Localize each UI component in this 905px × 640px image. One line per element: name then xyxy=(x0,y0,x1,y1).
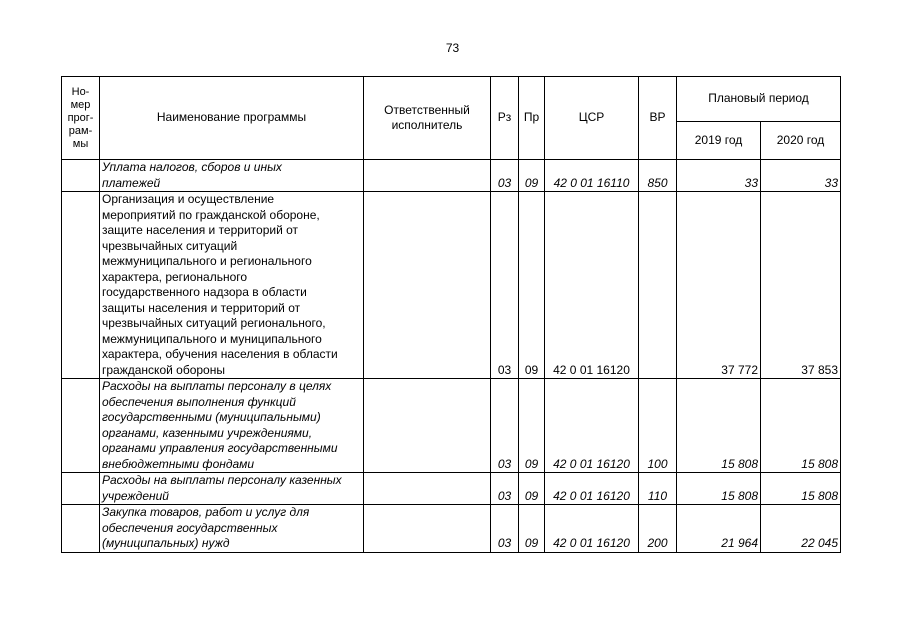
amount-2020-cell: 15 808 xyxy=(761,379,841,473)
program-name-line: обеспечения государственных xyxy=(102,520,278,535)
header-vr: ВР xyxy=(639,77,677,160)
amount-2019-cell: 15 808 xyxy=(677,379,761,473)
program-number-cell xyxy=(62,505,100,553)
vr-cell: 100 xyxy=(639,379,677,473)
header-executor-line: Ответственный xyxy=(384,102,470,117)
program-name-cell xyxy=(100,473,364,505)
amount-2019-cell: 37 772 xyxy=(677,192,761,379)
program-name-line: органами, казенными учреждениями, xyxy=(102,425,313,440)
program-number-cell xyxy=(62,379,100,473)
program-name-line: характера, регионального xyxy=(102,269,248,284)
rz-cell: 03 xyxy=(491,192,519,379)
vr-cell xyxy=(639,192,677,379)
page-number: 73 xyxy=(445,41,460,55)
program-name-line: Расходы на выплаты персоналу казенных xyxy=(102,473,342,487)
pr-cell: 09 xyxy=(519,505,545,553)
program-name-line: межмуниципального и регионального xyxy=(102,254,312,268)
table-row xyxy=(62,379,841,473)
table-row xyxy=(62,192,841,379)
vr-cell: 850 xyxy=(639,160,677,192)
program-name-line: Закупка товаров, работ и услуг для xyxy=(102,505,310,519)
program-name-line: межмуниципального и муниципального xyxy=(102,331,322,346)
header-year-2019: 2019 год xyxy=(677,122,761,160)
program-name-line: чрезвычайных ситуаций регионального, xyxy=(102,316,326,330)
pr-cell: 09 xyxy=(519,160,545,192)
executor-cell xyxy=(364,192,491,379)
program-name-cell xyxy=(100,192,364,379)
amount-2020-cell: 22 045 xyxy=(761,505,841,553)
program-name-line: характера, обучения населения в области xyxy=(102,347,338,361)
rz-cell: 03 xyxy=(491,473,519,505)
program-name-line: государственными (муниципальными) xyxy=(102,410,321,424)
program-number-cell xyxy=(62,160,100,192)
header-number-line: прог- xyxy=(67,111,94,124)
pr-cell: 09 xyxy=(519,379,545,473)
amount-2020-cell: 33 xyxy=(761,160,841,192)
program-name-line: обеспечения выполнения функций xyxy=(102,394,296,409)
program-name-line: учреждений xyxy=(102,488,169,503)
program-name-line: государственного надзора в области xyxy=(102,285,307,299)
vr-cell: 200 xyxy=(639,505,677,553)
executor-cell xyxy=(364,473,491,505)
csr-cell: 42 0 01 16120 xyxy=(545,192,639,379)
header-rz: Рз xyxy=(491,77,519,160)
budget-table xyxy=(61,76,841,553)
program-name-line: (муниципальных) нужд xyxy=(102,536,230,550)
header-executor-line: исполнитель xyxy=(391,118,463,132)
program-name-cell xyxy=(100,160,364,192)
program-number-cell xyxy=(62,192,100,379)
program-name-line: Расходы на выплаты персоналу в целях xyxy=(102,379,332,393)
executor-cell xyxy=(364,160,491,192)
program-name-line: Уплата налогов, сборов и иных xyxy=(102,160,282,174)
table-row xyxy=(62,160,841,192)
header-plan-period: Плановый период xyxy=(677,77,841,122)
pr-cell: 09 xyxy=(519,192,545,379)
table-row xyxy=(62,505,841,553)
header-number-line: мер xyxy=(70,98,91,111)
header-program-number xyxy=(62,77,100,160)
header-csr: ЦСР xyxy=(545,77,639,160)
amount-2019-cell: 15 808 xyxy=(677,473,761,505)
table-row xyxy=(62,473,841,505)
amount-2020-cell: 15 808 xyxy=(761,473,841,505)
pr-cell: 09 xyxy=(519,473,545,505)
program-name-line: Организация и осуществление xyxy=(102,192,275,206)
program-name-line: внебюджетными фондами xyxy=(102,456,255,471)
header-number-line: рам- xyxy=(68,124,93,137)
amount-2020-cell: 37 853 xyxy=(761,192,841,379)
csr-cell: 42 0 01 16120 xyxy=(545,379,639,473)
program-name-line: защиты населения и территорий от xyxy=(102,300,301,315)
program-name-line: гражданской обороны xyxy=(102,362,225,377)
program-name-cell xyxy=(100,379,364,473)
csr-cell: 42 0 01 16120 xyxy=(545,505,639,553)
program-name-line: защите населения и территорий от xyxy=(102,223,299,237)
amount-2019-cell: 21 964 xyxy=(677,505,761,553)
header-year-2020: 2020 год xyxy=(761,122,841,160)
header-program-name: Наименование программы xyxy=(100,77,364,160)
program-name-line: чрезвычайных ситуаций xyxy=(102,238,238,253)
program-name-line: органами управления государственными xyxy=(102,441,338,455)
csr-cell: 42 0 01 16110 xyxy=(545,160,639,192)
rz-cell: 03 xyxy=(491,505,519,553)
header-pr: Пр xyxy=(519,77,545,160)
header-number-line: Но- xyxy=(71,85,90,98)
program-name-cell xyxy=(100,505,364,553)
rz-cell: 03 xyxy=(491,160,519,192)
rz-cell: 03 xyxy=(491,379,519,473)
amount-2019-cell: 33 xyxy=(677,160,761,192)
program-name-line: платежей xyxy=(102,175,161,190)
executor-cell xyxy=(364,379,491,473)
executor-cell xyxy=(364,505,491,553)
program-number-cell xyxy=(62,473,100,505)
header-number-line: мы xyxy=(72,137,89,150)
csr-cell: 42 0 01 16120 xyxy=(545,473,639,505)
program-name-line: мероприятий по гражданской обороне, xyxy=(102,207,320,222)
vr-cell: 110 xyxy=(639,473,677,505)
header-executor xyxy=(364,77,491,160)
